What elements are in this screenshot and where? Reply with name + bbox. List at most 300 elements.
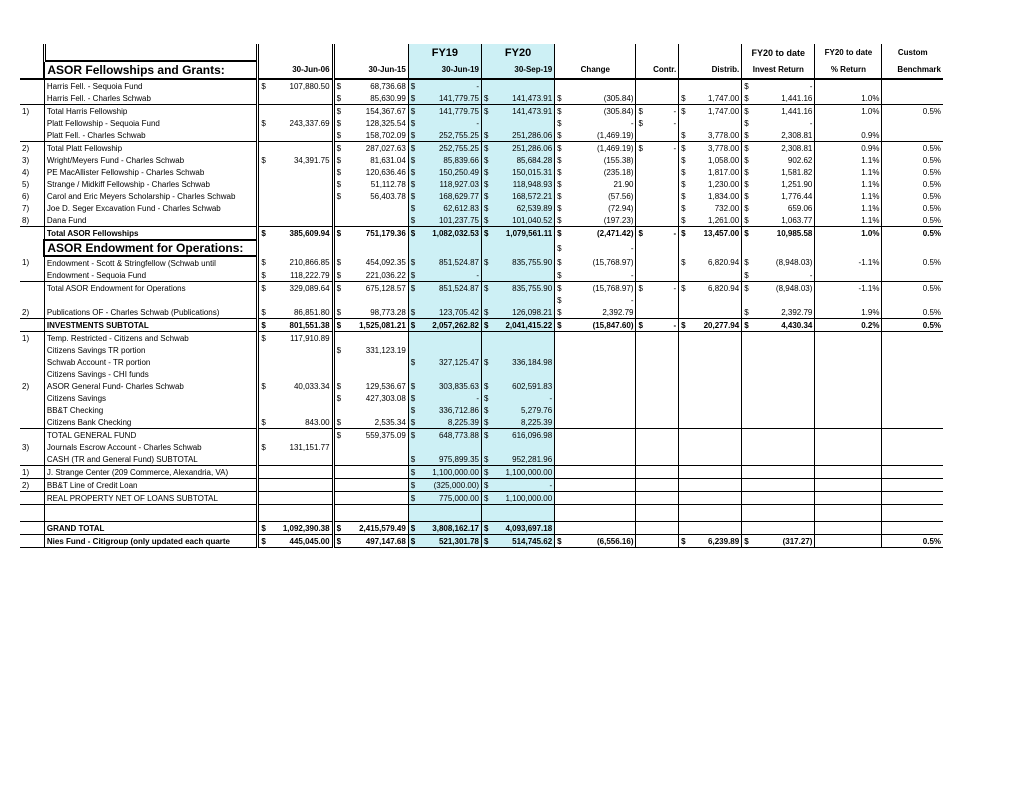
amount-cell	[258, 356, 333, 368]
amount-value: 141,779.75	[438, 93, 479, 103]
amount-cell	[333, 466, 408, 479]
amount-cell	[481, 202, 554, 214]
currency-symbol: $	[483, 393, 489, 403]
amount-cell	[636, 154, 679, 166]
amount-cell	[481, 190, 554, 202]
amount-value: 118,927.03	[439, 179, 479, 189]
amount-cell	[636, 522, 679, 535]
empty-cell	[882, 513, 943, 522]
currency-symbol: $	[336, 143, 342, 153]
amount-value: -	[476, 270, 479, 280]
currency-symbol: $	[483, 467, 489, 477]
amount-value: 1,261.00	[708, 215, 740, 225]
amount-cell	[481, 214, 554, 227]
benchmark-cell	[882, 404, 943, 416]
currency-symbol: $	[336, 393, 342, 403]
currency-symbol: $	[557, 179, 562, 189]
currency-symbol: $	[557, 307, 562, 317]
amount-value: -	[630, 270, 634, 280]
amount-value: 6,239.89	[708, 536, 740, 546]
currency-symbol: $	[410, 229, 416, 238]
amount-value: 86,851.80	[293, 307, 330, 317]
benchmark-cell: 0.5%	[882, 190, 943, 202]
row-number	[20, 344, 44, 356]
amount-cell	[679, 522, 742, 535]
row-number: 2)	[20, 142, 44, 155]
currency-symbol: $	[681, 229, 686, 238]
amount-cell	[408, 269, 481, 282]
col-pct-return: % Return	[815, 61, 882, 79]
row-label: PE MacAllister Fellowship - Charles Schwab	[44, 166, 257, 178]
amount-cell	[636, 416, 679, 429]
amount-value: -	[476, 118, 479, 128]
amount-cell	[742, 227, 815, 241]
row-number	[20, 227, 44, 241]
amount-cell	[679, 535, 742, 548]
benchmark-cell	[882, 79, 943, 92]
table-row	[20, 214, 943, 227]
row-number	[20, 404, 44, 416]
amount-value: 21.90	[613, 179, 634, 189]
benchmark-cell: 0.5%	[882, 202, 943, 214]
amount-value: 1,100,000.00	[505, 493, 553, 503]
benchmark-cell	[882, 380, 943, 392]
amount-value: 952,281.96	[512, 454, 553, 464]
amount-cell	[258, 269, 333, 282]
currency-symbol: $	[336, 179, 342, 189]
amount-cell	[742, 142, 815, 155]
currency-symbol: $	[483, 283, 489, 293]
pct-return-cell: 1.0%	[815, 227, 882, 241]
amount-cell	[555, 453, 636, 466]
amount-cell	[742, 256, 815, 269]
benchmark-cell: 0.5%	[882, 256, 943, 269]
amount-cell	[555, 535, 636, 548]
currency-symbol: $	[744, 167, 749, 177]
currency-symbol: $	[410, 191, 416, 201]
amount-cell	[636, 404, 679, 416]
amount-value: 221,036.22	[365, 270, 406, 280]
currency-symbol: $	[336, 270, 342, 280]
amount-cell	[555, 142, 636, 155]
table-row	[20, 479, 943, 492]
currency-symbol: $	[410, 480, 416, 490]
amount-cell	[679, 429, 742, 442]
amount-value: 158,702.09	[365, 130, 406, 140]
amount-value: 101,040.52	[512, 215, 553, 225]
benchmark-cell: 0.5%	[882, 154, 943, 166]
amount-cell	[481, 154, 554, 166]
amount-value: 62,539.89	[516, 203, 553, 213]
currency-symbol: $	[681, 258, 686, 267]
currency-symbol: $	[410, 357, 416, 367]
currency-symbol: $	[261, 270, 266, 280]
benchmark-cell	[882, 269, 943, 282]
currency-symbol: $	[557, 191, 562, 201]
currency-symbol: $	[557, 215, 562, 225]
amount-value: 6,820.94	[708, 283, 740, 293]
currency-symbol: $	[557, 229, 562, 238]
row-number	[20, 453, 44, 466]
pct-return-cell	[815, 441, 882, 453]
currency-symbol: $	[681, 106, 686, 116]
table-row	[20, 319, 943, 332]
currency-symbol: $	[681, 536, 686, 546]
amount-value: 835,755.90	[512, 283, 553, 293]
currency-symbol: $	[336, 430, 342, 440]
amount-cell	[481, 306, 554, 319]
pct-return-cell	[815, 416, 882, 429]
amount-cell	[636, 202, 679, 214]
amount-value: 331,123.19	[365, 345, 406, 355]
amount-cell	[742, 282, 815, 295]
pct-return-cell	[815, 453, 882, 466]
amount-cell	[555, 256, 636, 269]
currency-symbol: $	[261, 381, 266, 391]
currency-symbol: $	[557, 203, 562, 213]
amount-cell	[258, 368, 333, 380]
amount-cell	[679, 294, 742, 306]
amount-cell	[333, 416, 408, 429]
amount-cell	[333, 269, 408, 282]
amount-cell	[555, 282, 636, 295]
row-number: 1)	[20, 332, 44, 345]
amount-cell	[258, 227, 333, 241]
amount-value: 150,250.49	[438, 167, 479, 177]
amount-value: 287,027.63	[365, 143, 406, 153]
currency-symbol: $	[483, 93, 489, 103]
amount-value: 168,572.21	[512, 191, 553, 201]
amount-cell	[481, 535, 554, 548]
amount-cell	[333, 453, 408, 466]
amount-cell	[408, 79, 481, 92]
currency-symbol: $	[557, 93, 562, 103]
amount-cell	[258, 129, 333, 142]
table-row	[20, 129, 943, 142]
amount-value: -	[673, 143, 677, 153]
amount-cell	[333, 344, 408, 356]
pct-return-cell	[815, 356, 882, 368]
currency-symbol: $	[410, 430, 416, 440]
currency-symbol: $	[744, 179, 749, 189]
currency-symbol: $	[336, 258, 342, 267]
amount-cell	[333, 117, 408, 129]
amount-cell	[408, 380, 481, 392]
currency-symbol: $	[336, 320, 342, 330]
row-number	[20, 269, 44, 282]
currency-symbol: $	[483, 191, 489, 201]
empty-cell	[20, 505, 44, 514]
amount-value: 34,391.75	[293, 155, 330, 165]
currency-symbol: $	[483, 258, 489, 267]
currency-symbol: $	[483, 229, 489, 238]
amount-value: 131,151.77	[289, 442, 330, 452]
amount-cell	[555, 154, 636, 166]
table-row	[20, 344, 943, 356]
currency-symbol: $	[483, 130, 489, 140]
currency-symbol: $	[557, 106, 562, 116]
amount-cell	[742, 214, 815, 227]
amount-cell	[481, 453, 554, 466]
amount-cell	[258, 92, 333, 105]
fy20-label: FY20	[481, 44, 554, 61]
currency-symbol: $	[681, 215, 686, 225]
currency-symbol: $	[410, 155, 416, 165]
amount-cell	[408, 256, 481, 269]
currency-symbol: $	[681, 283, 686, 293]
amount-value: 1,100,000.00	[505, 467, 553, 477]
table-row	[20, 166, 943, 178]
amount-cell	[333, 92, 408, 105]
benchmark-cell: 0.5%	[882, 282, 943, 295]
empty-cell	[481, 513, 554, 522]
amount-cell	[636, 166, 679, 178]
empty-cell	[679, 505, 742, 514]
currency-symbol: $	[638, 320, 643, 330]
currency-symbol: $	[483, 179, 489, 189]
row-label: Platt Fell. - Charles Schwab	[44, 129, 257, 142]
amount-cell	[742, 129, 815, 142]
benchmark-cell	[882, 416, 943, 429]
row-label: BB&T Checking	[44, 404, 257, 416]
empty-cell	[258, 240, 333, 256]
section-header-row	[20, 240, 943, 256]
amount-cell	[679, 256, 742, 269]
row-number: 7)	[22, 203, 30, 213]
amount-cell	[742, 453, 815, 466]
amount-value: -	[630, 295, 634, 305]
amount-cell	[408, 282, 481, 295]
section-title: ASOR Endowment for Operations:	[44, 240, 257, 256]
amount-value: 2,535.34	[374, 417, 406, 427]
currency-symbol: $	[336, 167, 342, 177]
empty-cell	[882, 240, 943, 256]
amount-cell	[679, 178, 742, 190]
currency-symbol: $	[483, 417, 489, 427]
row-label: Citizens Savings TR portion	[44, 344, 257, 356]
currency-symbol: $	[483, 320, 489, 330]
amount-cell	[636, 392, 679, 404]
amount-value: 1,834.00	[708, 191, 740, 201]
amount-cell	[481, 441, 554, 453]
empty-cell	[815, 240, 882, 256]
benchmark-cell	[882, 441, 943, 453]
table-row	[20, 492, 943, 505]
amount-cell	[679, 492, 742, 505]
currency-symbol: $	[336, 381, 342, 391]
table-row	[20, 190, 943, 202]
amount-value: 445,045.00	[289, 536, 330, 546]
table-row	[20, 117, 943, 129]
pct-return-cell: 1.0%	[815, 92, 882, 105]
benchmark-cell: 0.5%	[882, 319, 943, 332]
amount-cell	[333, 202, 408, 214]
pct-return-cell	[815, 79, 882, 92]
amount-cell	[555, 392, 636, 404]
amount-cell	[333, 319, 408, 332]
row-label: Journals Escrow Account - Charles Schwab	[44, 441, 257, 453]
table-row	[20, 380, 943, 392]
amount-cell	[679, 190, 742, 202]
amount-value: -	[549, 480, 553, 490]
amount-cell	[258, 404, 333, 416]
amount-cell	[742, 416, 815, 429]
amount-cell	[258, 441, 333, 453]
currency-symbol: $	[410, 215, 416, 225]
currency-symbol: $	[410, 167, 416, 177]
row-label: Dana Fund	[44, 214, 257, 227]
amount-cell	[333, 356, 408, 368]
currency-symbol: $	[638, 118, 643, 128]
amount-cell	[555, 404, 636, 416]
amount-cell	[636, 429, 679, 442]
amount-cell	[679, 92, 742, 105]
row-label: Strange / Midkiff Fellowship - Charles Schwab	[44, 178, 257, 190]
amount-cell	[408, 441, 481, 453]
benchmark-cell: 0.5%	[882, 535, 943, 548]
currency-symbol: $	[261, 320, 266, 330]
amount-value: 732.00	[714, 203, 740, 213]
amount-cell	[408, 190, 481, 202]
header-spacer	[20, 44, 44, 61]
row-label: Citizens Savings	[44, 392, 257, 404]
amount-cell	[408, 319, 481, 332]
row-label: Total ASOR Endowment for Operations	[44, 282, 257, 295]
currency-symbol: $	[336, 229, 342, 238]
amount-cell	[258, 154, 333, 166]
currency-symbol: $	[557, 295, 562, 305]
benchmark-cell	[882, 117, 943, 129]
currency-symbol: $	[744, 215, 749, 225]
amount-cell	[636, 227, 679, 241]
currency-symbol: $	[557, 270, 562, 280]
currency-symbol: $	[410, 405, 416, 415]
amount-cell	[555, 429, 636, 442]
empty-cell	[333, 513, 408, 522]
amount-value: 8,225.39	[447, 417, 479, 427]
amount-cell	[481, 479, 554, 492]
row-number	[20, 92, 44, 105]
amount-cell	[555, 294, 636, 306]
amount-cell	[408, 105, 481, 118]
benchmark-cell	[882, 129, 943, 142]
amount-value: 616,096.98	[512, 430, 553, 440]
amount-cell	[742, 492, 815, 505]
row-label	[44, 294, 257, 306]
row-number	[20, 356, 44, 368]
amount-cell	[258, 105, 333, 118]
amount-value: 107,880.50	[289, 81, 330, 91]
amount-cell	[636, 466, 679, 479]
amount-value: 975,899.35	[438, 454, 479, 464]
row-number: 2)	[20, 479, 44, 492]
amount-cell	[679, 154, 742, 166]
amount-value: 81,631.04	[370, 155, 406, 165]
amount-cell	[333, 522, 408, 535]
amount-cell	[555, 240, 636, 256]
amount-cell	[258, 416, 333, 429]
fy19-label: FY19	[408, 44, 481, 61]
amount-cell	[481, 178, 554, 190]
row-number: 5)	[22, 179, 30, 189]
currency-symbol: $	[261, 229, 266, 238]
amount-cell	[636, 142, 679, 155]
amount-cell	[679, 227, 742, 241]
amount-value: 210,866.85	[289, 258, 330, 267]
amount-cell	[481, 227, 554, 241]
empty-cell	[636, 505, 679, 514]
amount-cell	[742, 319, 815, 332]
benchmark-cell: 0.5%	[882, 166, 943, 178]
currency-symbol: $	[336, 81, 342, 91]
table-row	[20, 79, 943, 92]
amount-value: -	[476, 81, 479, 91]
amount-cell	[679, 332, 742, 345]
pct-return-cell	[815, 117, 882, 129]
amount-cell	[258, 79, 333, 92]
amount-value: (8,948.03)	[775, 283, 813, 293]
pct-return-cell	[815, 429, 882, 442]
amount-value: 168,629.77	[438, 191, 479, 201]
row-label: Total ASOR Fellowships	[44, 227, 257, 241]
amount-value: 385,609.94	[289, 229, 330, 238]
row-label: BB&T Line of Credit Loan	[44, 479, 257, 492]
currency-symbol: $	[261, 118, 266, 128]
amount-value: 141,473.91	[512, 106, 553, 116]
amount-value: 2,308.81	[781, 143, 813, 153]
amount-value: 1,581.82	[781, 167, 813, 177]
row-number: 2)	[22, 381, 30, 391]
empty-cell	[636, 513, 679, 522]
currency-symbol: $	[744, 130, 749, 140]
currency-symbol: $	[681, 203, 686, 213]
table-row	[20, 368, 943, 380]
pct-return-cell: 0.2%	[815, 319, 882, 332]
currency-symbol: $	[557, 118, 562, 128]
amount-value: -	[673, 320, 677, 330]
amount-cell	[481, 429, 554, 442]
amount-value: (197.23)	[603, 215, 634, 225]
currency-symbol: $	[410, 118, 416, 128]
amount-cell	[481, 392, 554, 404]
amount-cell	[258, 344, 333, 356]
amount-value: 1,079,561.11	[505, 229, 553, 238]
currency-symbol: $	[483, 155, 489, 165]
amount-cell	[679, 453, 742, 466]
amount-cell	[742, 429, 815, 442]
col-distrib: Distrib.	[679, 61, 742, 79]
amount-cell	[481, 368, 554, 380]
amount-cell	[258, 256, 333, 269]
currency-symbol: $	[261, 536, 266, 546]
amount-value: 1,747.00	[708, 93, 740, 103]
amount-value: 902.62	[787, 155, 813, 165]
amount-cell	[636, 319, 679, 332]
amount-cell	[742, 441, 815, 453]
table-row	[20, 453, 943, 466]
amount-value: 801,551.38	[289, 320, 330, 330]
currency-symbol: $	[744, 320, 749, 330]
empty-cell	[555, 513, 636, 522]
amount-cell	[679, 441, 742, 453]
amount-value: (1,469.19)	[597, 130, 634, 140]
row-label: GRAND TOTAL	[44, 522, 257, 535]
amount-value: -	[673, 229, 677, 238]
amount-value: 602,591.83	[512, 381, 553, 391]
pct-return-cell	[815, 522, 882, 535]
table-row	[20, 178, 943, 190]
amount-cell	[742, 522, 815, 535]
